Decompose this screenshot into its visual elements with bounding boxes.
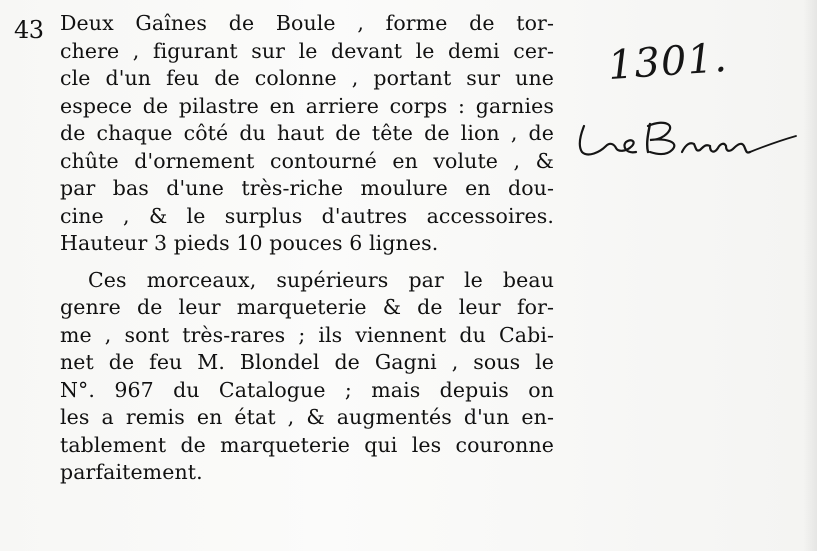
provenance-line: N°. 967 du Catalogue ; mais depuis on: [60, 377, 554, 402]
provenance-line: me , sont très-rares ; ils viennent du Cabi-: [60, 322, 554, 347]
handwritten-annotations: [570, 30, 810, 170]
description-line: cine , & le surplus d'autres accessoires.: [60, 203, 554, 228]
provenance-line: parfaitement.: [60, 460, 203, 484]
buyer-signature: [570, 100, 810, 170]
description-line: Deux Gaînes de Boule , forme de tor-: [60, 11, 554, 35]
provenance-line: les a remis en état , & augmentés d'un en-: [60, 405, 554, 429]
description-line: de chaque côté du haut de tête de lion , de: [60, 121, 554, 145]
provenance-line: genre de leur marqueterie & de leur for-: [60, 295, 554, 319]
description-line: chûte d'ornement contourné en volute , &: [60, 148, 554, 173]
description-line: espece de pilastre en arriere corps : garnies: [60, 93, 554, 118]
paragraph-gap: [60, 258, 554, 267]
description-line: cle d'un feu de colonne , portant sur une: [60, 66, 554, 90]
provenance-line: tablement de marqueterie qui les couronne: [60, 432, 554, 457]
description-line: par bas d'une très-riche moulure en dou-: [60, 176, 554, 200]
lot-description: [60, 10, 554, 487]
description-line: chere , figurant sur le devant le demi cer-: [60, 38, 554, 63]
dimensions-line: Hauteur 3 pieds 10 pouces 6 lignes.: [60, 231, 439, 255]
handwritten-price: 1301.: [606, 34, 729, 90]
provenance-line: net de feu M. Blondel de Gagni , sous le: [60, 350, 554, 374]
provenance-line: Ces morceaux, supérieurs par le beau: [88, 267, 554, 292]
lot-number: 43: [14, 16, 44, 44]
